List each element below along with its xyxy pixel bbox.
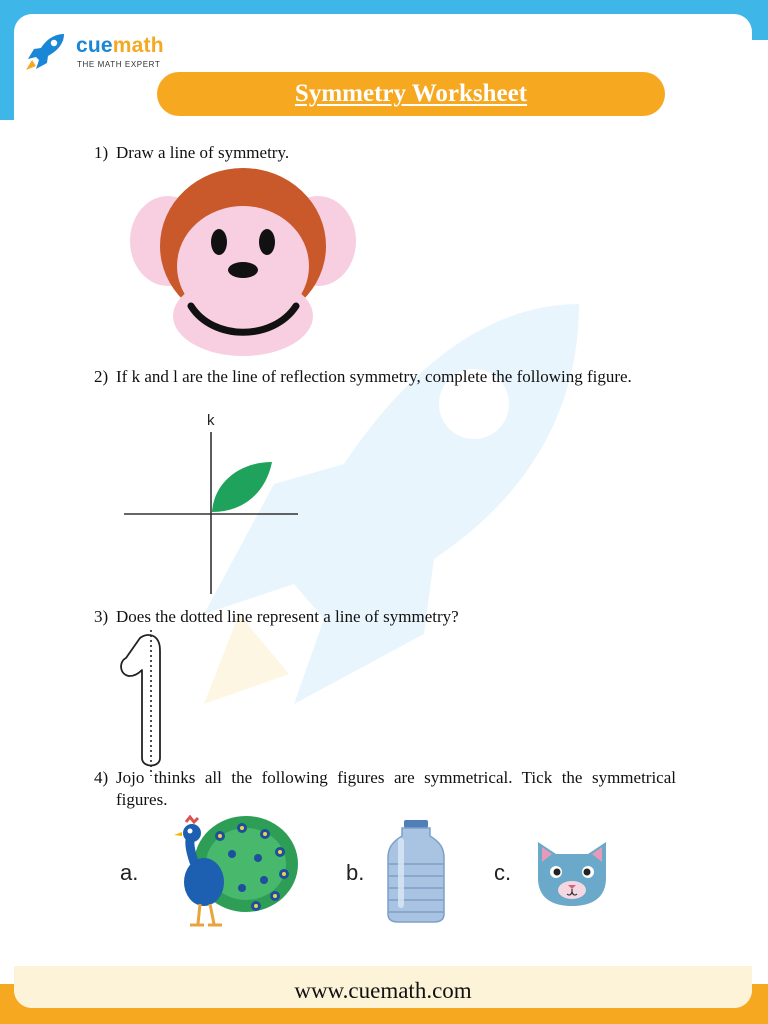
question-1 (94, 142, 694, 164)
leaf-shape (212, 462, 272, 512)
question-3-text: Does the dotted line represent a line of symmetry? (116, 607, 459, 626)
logo-word-part1: cue (76, 34, 113, 57)
peacock[interactable] (160, 814, 300, 929)
axis-k-label: k (207, 412, 215, 429)
number-one-outline (114, 628, 174, 778)
option-a-label: a. (120, 860, 139, 885)
question-1-number: 1) (94, 143, 109, 162)
option-c-label: c. (494, 860, 512, 885)
question-4 (94, 767, 676, 811)
question-2 (94, 366, 676, 388)
title-banner (157, 72, 665, 116)
logo-tagline: THE MATH EXPERT (77, 60, 161, 69)
question-3 (94, 606, 694, 628)
left-frame-band (0, 0, 14, 120)
reflection-axes-figure (122, 412, 312, 598)
footer-url-link[interactable]: www.cuemath.com (294, 978, 472, 1003)
rocket-logo-icon (24, 32, 68, 72)
option-b-label: b. (346, 860, 365, 885)
question-2-text: If k and l are the line of reflection symmetry, complete the following figure. (116, 367, 632, 386)
cat-face[interactable] (532, 838, 612, 908)
question-3-number: 3) (94, 607, 109, 626)
question-1-text: Draw a line of symmetry. (116, 143, 290, 162)
logo-word-part2: math (112, 34, 164, 57)
cuemath-logo[interactable] (24, 30, 194, 74)
question-4-text: Jojo thinks all the following figures are symmetrical. Tick the symmetrical figures. (116, 768, 676, 809)
page-title: Symmetry Worksheet (294, 80, 528, 107)
logo-wordmark (76, 34, 164, 58)
question-4-number: 4) (94, 768, 109, 787)
water-bottle[interactable] (384, 818, 448, 924)
monkey-face (128, 166, 358, 361)
worksheet-page (14, 14, 752, 1008)
question-2-number: 2) (94, 367, 109, 386)
